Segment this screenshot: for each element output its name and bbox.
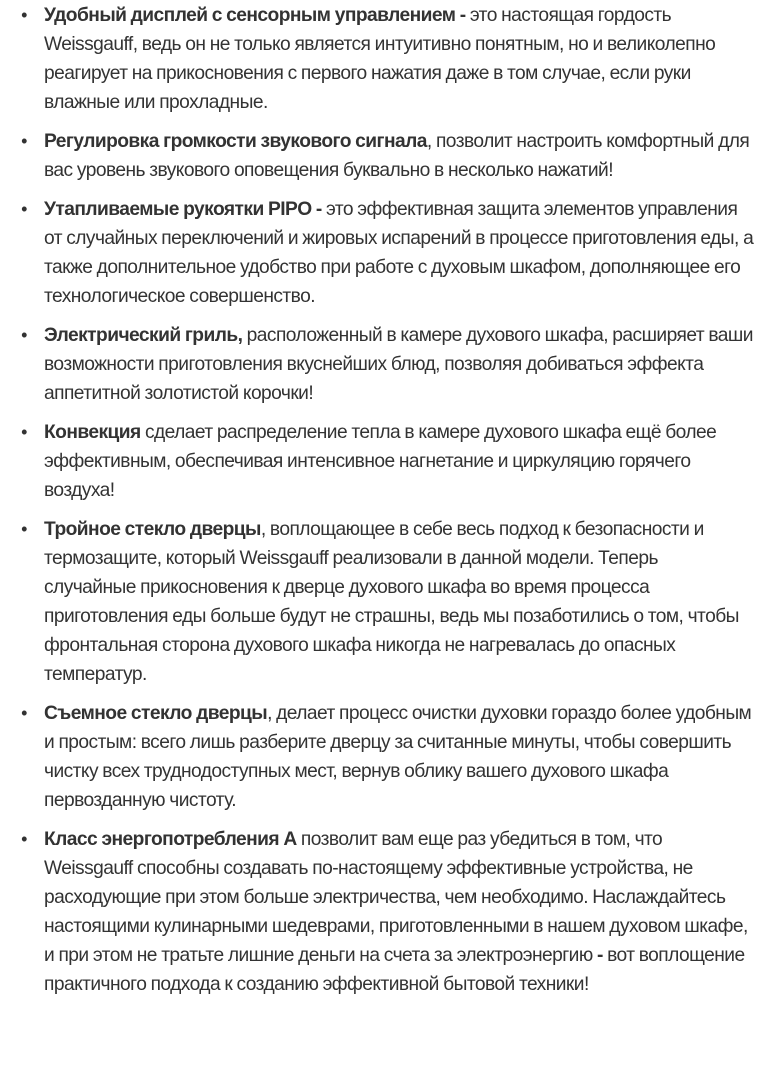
feature-description: , воплощающее в себе весь подход к безопасности и термозащите, который Weissgauff реализовали в данной модели. Теперь случайные прикосновения к дверце духового шкафа во время процесса приготовления еды больше будут не страшны, ведь мы позаботились о том, чтобы фронтальная сторона духового шкафа никогда не нагревалась до опасных температур. [44,519,739,685]
feature-description: , позволит настроить комфортный для вас уровень звукового оповещения буквально в несколько нажатий! [44,131,750,181]
feature-title: Утапливаемые рукоятки PIPO - [44,199,322,220]
bullet-icon: • [21,829,27,849]
feature-description: позволит вам еще раз убедиться в том, что Weissgauff способны создавать по-настоящему эффективные устройства, не расходующие при этом больше электричества, чем необходимо. Наслаждайтесь настоящими кулинарными шедеврами, приготовленными в нашем духовом шкафе, и при этом не тратьте лишние деньги на счета за электроэнергию [44,829,748,966]
feature-description-end: вот воплощение практичного подхода к созданию эффективной бытовой техники! [44,945,745,995]
bullet-icon: • [21,5,27,25]
bullet-icon: • [21,131,27,151]
feature-item-touch-display [21,1,754,117]
feature-description: , делает процесс очистки духовки гораздо более удобным и простым: всего лишь разберите дверцу за считанные минуты, чтобы совершить чистку всех труднодоступных мест, вернув облику вашего духового шкафа первозданную чистоту. [44,703,752,811]
feature-item-volume-control [21,127,754,185]
feature-item-energy-class [21,825,754,999]
feature-item-recessed-knobs [21,195,754,311]
feature-item-removable-glass [21,699,754,815]
bullet-icon: • [21,199,27,219]
feature-title: Регулировка громкости звукового сигнала [44,131,427,152]
feature-list [0,1,754,999]
feature-title: Электрический гриль, [44,325,243,346]
bullet-icon: • [21,325,27,345]
bullet-icon: • [21,703,27,723]
feature-item-convection [21,418,754,505]
feature-document [0,1,763,999]
feature-title: Удобный дисплей с сенсорным управлением - [44,5,466,26]
feature-dash: - [596,945,603,966]
feature-description: расположенный в камере духового шкафа, расширяет ваши возможности приготовления вкуснейших блюд, позволяя добиваться эффекта аппетитной золотистой корочки! [44,325,753,404]
feature-item-triple-glass [21,515,754,689]
bullet-icon: • [21,422,27,442]
feature-title: Класс энергопотребления А [44,829,297,850]
feature-title: Тройное стекло дверцы [44,519,261,540]
feature-description: это настоящая гордость Weissgauff, ведь он не только является интуитивно понятным, но и великолепно реагирует на прикосновения с первого нажатия даже в том случае, если руки влажные или прохладные. [44,5,716,113]
feature-description: сделает распределение тепла в камере духового шкафа ещё более эффективным, обеспечивая интенсивное нагнетание и циркуляцию горячего воздуха! [44,422,717,501]
feature-description: это эффективная защита элементов управления от случайных переключений и жировых испарений в процессе приготовления еды, а также дополнительное удобство при работе с духовым шкафом, дополняющее его технологическое совершенство. [44,199,754,307]
feature-item-electric-grill [21,321,754,408]
feature-title: Съемное стекло дверцы [44,703,268,724]
feature-title: Конвекция [44,422,141,443]
bullet-icon: • [21,519,27,539]
